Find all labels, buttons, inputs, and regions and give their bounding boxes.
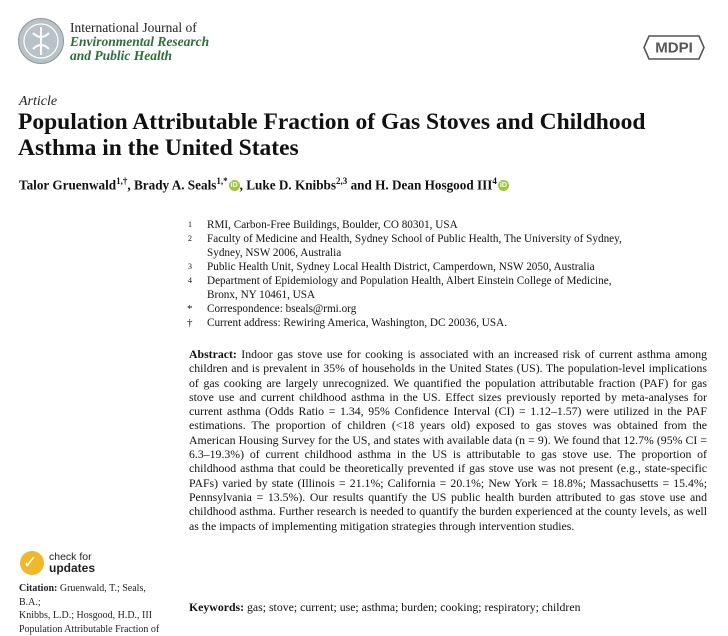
affiliation-marker: † [187, 317, 193, 329]
author-affiliation-marker: 4 [492, 176, 497, 186]
affiliation-item [186, 232, 716, 260]
affiliation-item [186, 316, 716, 330]
affiliation-item [186, 260, 716, 274]
check-icon: ✓ [20, 551, 44, 575]
affiliation-item [186, 302, 716, 316]
affiliation-marker: 2 [188, 234, 192, 243]
article-type: Article [19, 94, 58, 109]
affiliation-item [186, 218, 716, 232]
article-title: Population Attributable Fraction of Gas Stoves and Childhood Asthma in the United States [18, 109, 646, 161]
affiliation-marker: * [187, 303, 193, 315]
author-name[interactable]: Luke D. Knibbs [246, 177, 337, 193]
author-separator: and [347, 177, 376, 193]
author-affiliation-marker: 1,* [216, 176, 228, 186]
author-affiliation-marker: 1,† [116, 176, 128, 186]
affiliation-line: RMI, Carbon-Free Buildings, Boulder, CO 80301, USA [207, 219, 458, 231]
affiliation-line: Faculty of Medicine and Health, Sydney School of Public Health, The University of Sydney, [207, 233, 622, 245]
author-affiliation-marker: 2,3 [336, 176, 348, 186]
affiliation-line: Public Health Unit, Sydney Local Health District, Camperdown, NSW 2050, Australia [207, 261, 595, 273]
citation-label: Citation: [19, 583, 58, 594]
author-separator: , [127, 177, 134, 193]
author-separator: , [239, 177, 247, 193]
citation-line-2: Population Attributable Fraction of [19, 623, 160, 635]
orcid-icon[interactable]: iD [499, 182, 507, 190]
keywords-text: gas; stove; current; use; asthma; burden; cooking; respiratory; children [247, 600, 581, 614]
mdpi-logo-text: MDPI [655, 39, 693, 57]
journal-name-line1: International Journal of [70, 20, 197, 35]
journal-logo [18, 18, 64, 64]
check-for-updates-badge[interactable] [20, 551, 140, 577]
abstract-label: Abstract: [189, 347, 237, 361]
affiliation-marker: 3 [188, 262, 192, 271]
author-name[interactable]: H. Dean Hosgood III [375, 177, 493, 193]
author-name[interactable]: Brady A. Seals [133, 177, 217, 193]
check-for-updates-line1: check for [49, 551, 92, 563]
citation-line-0: Gruenwald, T.; Seals, B.A.; [19, 583, 146, 608]
keywords [189, 600, 709, 614]
author-name[interactable]: Talor Gruenwald [19, 177, 117, 193]
citation-line-1: Knibbs, L.D.; Hosgood, H.D., III [19, 610, 153, 621]
affiliation-marker: 1 [188, 220, 192, 229]
affiliation-line: Sydney, NSW 2006, Australia [207, 247, 342, 259]
check-for-updates-line2: updates [49, 561, 96, 575]
journal-name-line2: Environmental Research [70, 34, 210, 49]
journal-name-line3: and Public Health [70, 48, 173, 63]
affiliation-line: Current address: Rewiring America, Washington, DC 20036, USA. [207, 317, 507, 329]
abstract [189, 347, 707, 533]
affiliations [186, 218, 716, 330]
citation [19, 582, 169, 636]
mdpi-logo [643, 35, 705, 60]
affiliation-line[interactable]: Correspondence: bseals@rmi.org [207, 303, 357, 315]
affiliation-line: Bronx, NY 10461, USA [207, 289, 316, 301]
abstract-text: Indoor gas stove use for cooking is associated with an increased risk of current asthma among children and is prevalent in 35% of households in the United States (US). The population-level implications of gas cooking are largely unrecognized. We quantified the population attributable fraction (PAF) for gas stove use and current childhood asthma in the US. Effect sizes previously reported by meta-analyses for current asthma (Odds Ratio = 1.34, 95% Confidence Interval (CI) = 1.12–1.57) were utilized in the PAF estimations. The proportion of children (<18 years old) exposed to gas stoves was obtained from the American Housing Survey for the US, and states with available data (n = 9). We found that 12.7% (95% CI = 6.3–19.3%) of current childhood asthma in the US is attributable to gas stove use. The proportion of childhood asthma that could be theoretically prevented if gas stove use was not present (e.g., state-specific PAFs) varied by state (Illinois = 21.1%; California = 20.1%; New York = 18.8%; Massachusetts = 15.4%; Pennsylvania = 13.5%). Our results quantify the US public health burden attributed to gas stove use and childhood asthma. Further research is needed to quantify the burden experienced at the county levels, as well as the impacts of implementing mitigation strategies through intervention studies. [189, 347, 707, 533]
keywords-label: Keywords: [189, 600, 245, 614]
affiliation-item [186, 274, 716, 302]
author-list [19, 172, 719, 194]
journal-name [70, 21, 209, 63]
affiliation-line: Department of Epidemiology and Population Health, Albert Einstein College of Medicine, [207, 275, 612, 287]
orcid-icon[interactable]: iD [230, 182, 238, 190]
affiliation-marker: 4 [188, 276, 192, 285]
